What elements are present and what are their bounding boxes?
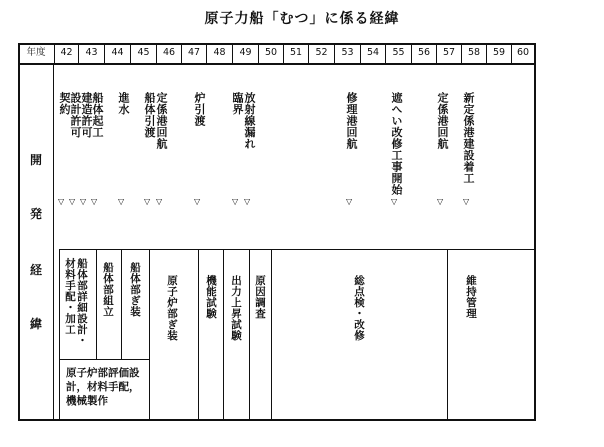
side-label-char: 経 (29, 263, 42, 277)
phase-divider (223, 249, 224, 421)
phase-label: 船体部詳細設計・材料手配・加工 (64, 258, 88, 346)
event-label: 定係港回航 (436, 92, 449, 150)
phase-label: 原因調査 (254, 275, 266, 319)
event-marker-icon: ▽ (91, 197, 98, 206)
year-cell: 60 (511, 43, 534, 63)
phase-label: 維持管理 (465, 275, 477, 319)
phase-divider (447, 249, 448, 421)
event-label: 契約 (58, 92, 71, 115)
event-marker-icon: ▽ (391, 197, 398, 206)
page-title: 原子力船「むつ」に係る経緯 (204, 11, 400, 27)
phase-divider (149, 249, 150, 421)
year-header-label: 年度 (26, 47, 46, 58)
event-label: 設計許可 (69, 92, 82, 138)
event-label: 船体引渡 (143, 92, 156, 138)
event-label: 定係港回航 (155, 92, 168, 150)
year-cell: 55 (385, 43, 411, 63)
side-label-column (18, 65, 54, 421)
side-label-char: 発 (29, 207, 42, 221)
event-label: 船体起工 (91, 92, 104, 138)
year-cell: 50 (258, 43, 283, 63)
event-label: 新定係港建設着工 (462, 92, 475, 184)
year-cell: 48 (206, 43, 232, 63)
phase-divider (198, 249, 199, 421)
event-marker-icon: ▽ (58, 197, 65, 206)
year-cell: 56 (411, 43, 436, 63)
phase-label-reactor-design: 原子炉部評価設計，材料手配，機械製作 (66, 367, 140, 407)
event-marker-icon: ▽ (194, 197, 201, 206)
phase-label: 機能試験 (205, 275, 217, 319)
event-marker-icon: ▽ (346, 197, 353, 206)
event-marker-icon: ▽ (118, 197, 125, 206)
event-marker-icon: ▽ (144, 197, 151, 206)
event-marker-icon: ▽ (156, 197, 163, 206)
year-cell: 53 (334, 43, 360, 63)
event-label: 炉引渡 (193, 92, 206, 127)
side-label-char: 緯 (29, 317, 42, 331)
event-marker-icon: ▽ (69, 197, 76, 206)
phase-divider (271, 249, 272, 421)
year-header-row (18, 43, 536, 65)
event-label: 遮へい改修工事開始 (390, 92, 403, 196)
year-cell: 59 (486, 43, 511, 63)
phase-divider (96, 249, 97, 359)
phase-row-divider (59, 359, 149, 360)
year-cell: 51 (283, 43, 308, 63)
year-cell: 47 (181, 43, 206, 63)
year-cell: 42 (54, 43, 78, 63)
year-cell: 52 (308, 43, 334, 63)
phase-label: 出力上昇試験 (230, 275, 242, 341)
side-label-char: 開 (29, 153, 42, 167)
year-cell: 43 (78, 43, 104, 63)
phase-divider (249, 249, 250, 421)
event-label: 放射線漏れ (243, 92, 256, 150)
event-label: 建造許可 (80, 92, 93, 138)
event-marker-icon: ▽ (244, 197, 251, 206)
year-cell: 58 (461, 43, 486, 63)
event-marker-icon: ▽ (232, 197, 239, 206)
phase-label: 原子炉部ぎ装 (166, 275, 178, 341)
year-cell: 49 (232, 43, 258, 63)
year-cell: 54 (360, 43, 385, 63)
event-marker-icon: ▽ (80, 197, 87, 206)
event-label: 臨界 (231, 92, 244, 115)
event-label: 修理港回航 (345, 92, 358, 150)
year-cell: 44 (104, 43, 130, 63)
phase-label: 総点検・改修 (353, 275, 365, 341)
event-marker-icon: ▽ (463, 197, 470, 206)
year-cell: 45 (130, 43, 156, 63)
year-cell: 46 (156, 43, 181, 63)
phase-divider (121, 249, 122, 359)
event-label: 進水 (117, 92, 130, 115)
phase-label: 船体部ぎ装 (129, 262, 141, 317)
event-marker-icon: ▽ (437, 197, 444, 206)
phase-label: 船体部組立 (102, 262, 114, 317)
year-cell: 57 (436, 43, 461, 63)
